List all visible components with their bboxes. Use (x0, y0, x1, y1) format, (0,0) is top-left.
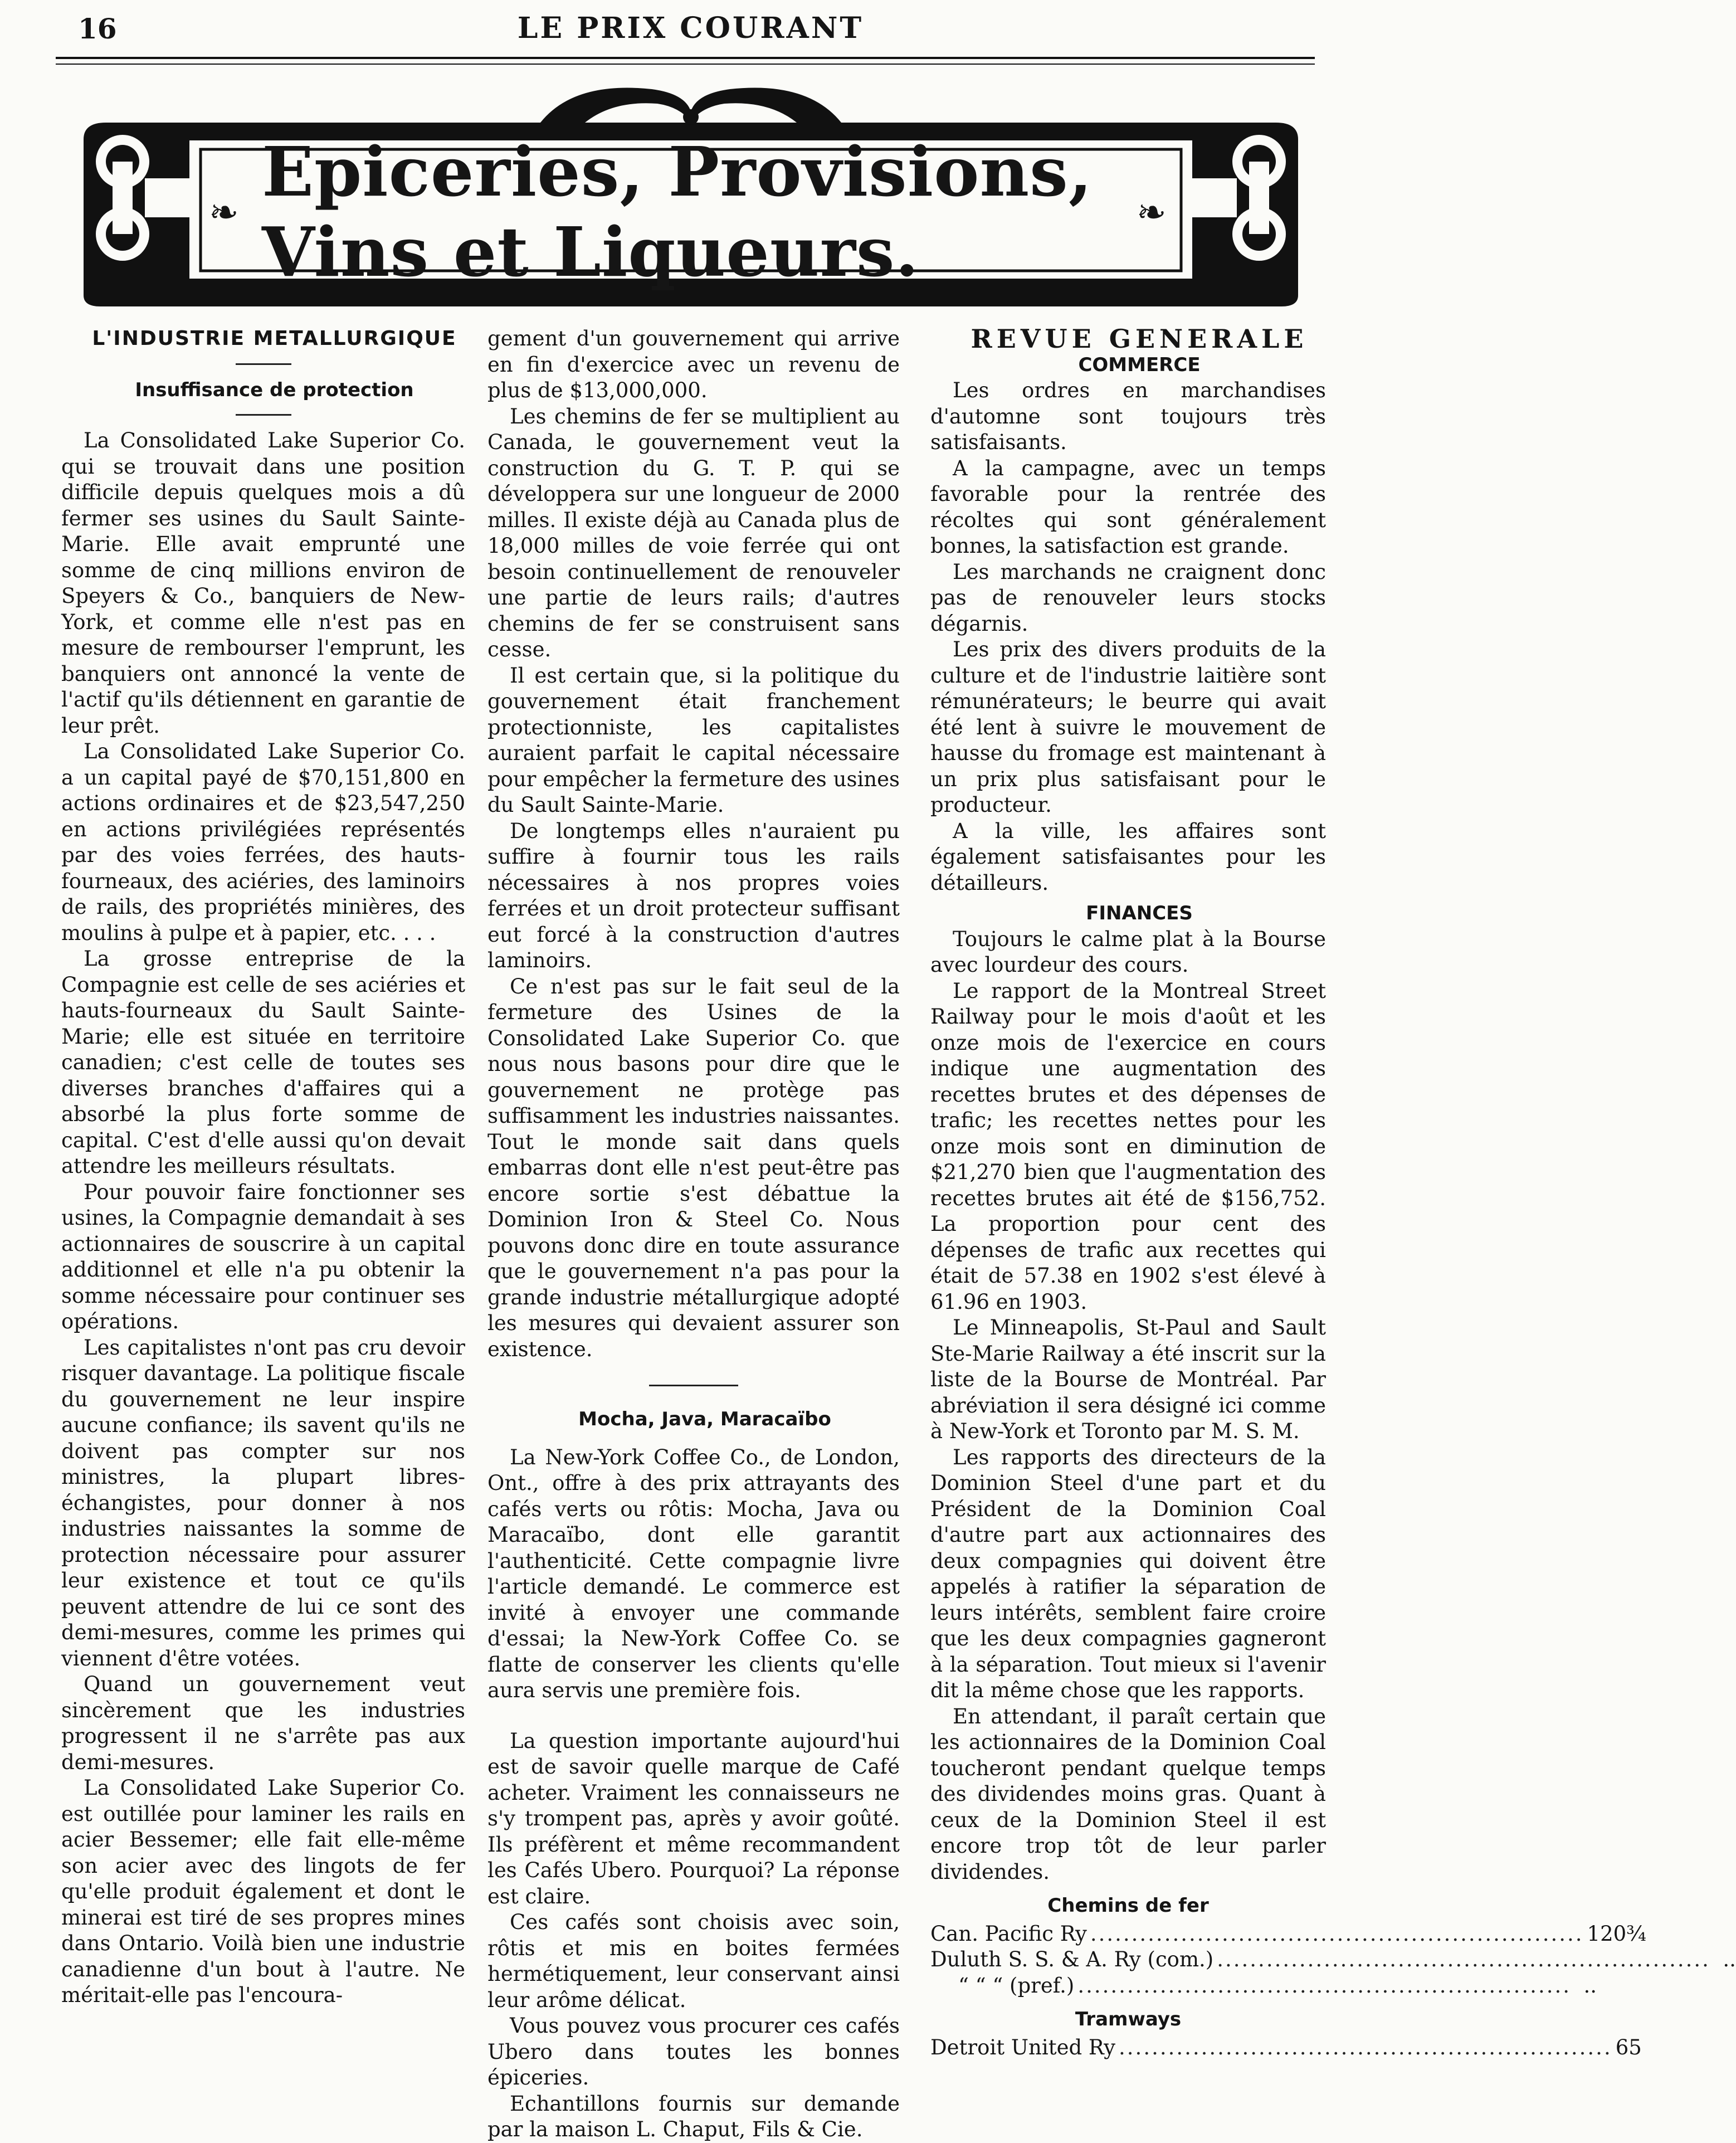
article-paragraph-continued: gement d'un gouvernement qui arrive en fin d'exercice avec un revenu de plus de $13,000,000. (487, 327, 900, 402)
stock-row (930, 2035, 1642, 2061)
stock-row (930, 1921, 1647, 1947)
article-paragraph: Echantillons fournis sur demande par la maison L. Chaput, Fils & Cie. (487, 2091, 900, 2141)
article-paragraph: La Consolidated Lake Superior Co. qui se trouvait dans une position difficile depuis quelques mois a dû fermer ses usines du Sault Sainte-Marie. Elle avait emprunté une somme de cinq millions environ de Speyers & Co., banquiers de New-York, et comme elle n'est pas en mesure de rembourser l'emprunt, les banquiers ont annoncé la vente de l'actif qu'ils détiennent en garantie de leur prêt. (61, 428, 465, 738)
finances-paragraph: Le Minneapolis, St-Paul and Sault Ste-Marie Railway a été inscrit sur la liste de la Bourse de Montréal. Par abréviation il sera désigné ici comme à New-York et Toronto par M. S. M. (930, 1316, 1326, 1443)
dot-leader: ............................................................ (1090, 1921, 1584, 1946)
article-paragraph: Quand un gouvernement veut sincèrement que les industries progressent il ne s'arrête pas aux demi-mesures. (61, 1672, 465, 1774)
commerce-paragraph: Les marchands ne craignent donc pas de renouveler leurs stocks dégarnis. (930, 559, 1326, 636)
dot-leader: ............................................................ (1217, 1947, 1710, 1971)
commerce-paragraph: Les ordres en marchandises d'automne sont toujours très satisfaisants. (930, 378, 1326, 454)
dot-leader: ............................................................ (1077, 1973, 1571, 1998)
commerce-paragraph: Les prix des divers produits de la culture et de l'industrie laitière sont rémunérateurs; le beurre qui avait été lent à suivre le mouvement de hausse du fromage est maintenant à un prix plus satisfaisant pour le producteur. (930, 637, 1326, 817)
stock-row (930, 1973, 1597, 1999)
article-subtitle-protection: Insuffisance de protection (135, 378, 414, 401)
finances-paragraph: En attendant, il paraît certain que les actionnaires de la Dominion Coal toucheront pendant quelque temps des dividendes moins gras. Quant à ceux de la Dominion Steel il est encore trop tôt de leur parler dividendes. (930, 1704, 1326, 1884)
stock-price: 120¾ (1587, 1921, 1647, 1946)
journal-title: LE PRIX COURANT (517, 11, 864, 45)
article-paragraph: Pour pouvoir faire fonctionner ses usines, la Compagnie demandait à ses actionnaires de souscrire à un capital additionnel et elle n'a pu obtenir la somme nécessaire pour continuer ses opérations. (61, 1180, 465, 1333)
article-separator (649, 1385, 738, 1386)
article-paragraph: Ce n'est pas sur le fait seul de la fermeture des Usines de la Consolidated Lake Superior Co. que nous nous basons pour dire que le gouvernement ne protège pas suffisamment les industries naissantes. Tout le monde sait dans quels embarras dont elle n'est peut-être pas encore sortie s'est débattue la Dominion Iron & Steel Co. Nous pouvons donc dire en toute assurance que le gouvernement n'a pas pour la grande industrie métallurgique adopté les mesures qui devaient assurer son existence. (487, 974, 900, 1361)
stock-price: 65 (1615, 2035, 1642, 2059)
revue-generale-title: REVUE GENERALE (971, 324, 1308, 354)
article-paragraph: La Consolidated Lake Superior Co. a un capital payé de $70,151,800 en actions ordinaires et de $23,547,250 en actions privilégiées représentés par des voies ferrées, des hauts-fourneaux, des aciéries, des laminoirs de rails, des propriétés minières, des moulins à pulpe et à papier, etc. . . . (61, 739, 465, 945)
finances-paragraph: Les rapports des directeurs de la Dominion Steel d'une part et du Président de la Dominion Coal d'autre part aux actionnaires des deux compagnies qui doivent être appelés à ratifier la séparation de leurs intérêts, semblent faire croire que les deux compagnies gagneront à la séparation. Tout mieux si l'avenir dit la même chose que les rapports. (930, 1445, 1326, 1702)
article-paragraph: Les capitalistes n'ont pas cru devoir risquer davantage. La politique fiscale du gouvernement ne leur inspire aucune confiance; ils savent qu'ils ne doivent pas compter sur nos ministres, la plupart libres-échangistes, pour donner à nos industries naissantes la somme de protection nécessaire pour assurer leur existence et tout ce qu'ils peuvent attendre de lui ce sont des demi-mesures, comme les primes qui viennent d'être votées. (61, 1335, 465, 1670)
article-paragraph: Ces cafés sont choisis avec soin, rôtis et mis en boites fermées hermétiquement, leur conservant ainsi leur arôme délicat. (487, 1910, 900, 2012)
article-paragraph: De longtemps elles n'auraient pu suffire à fournir tous les rails nécessaires à nos propres voies ferrées et un droit protecteur suffisant eut forcé à la construction d'autres laminoirs. (487, 819, 900, 972)
finances-heading: FINANCES (1086, 902, 1193, 924)
stock-name: Duluth S. S. & A. Ry (com.) (930, 1947, 1214, 1971)
article-paragraph: La question importante aujourd'hui est de savoir quelle marque de Café acheter. Vraiment les connaisseurs ne s'y trompent pas, après y avoir goûté. Ils préfèrent et même recommandent les Cafés Ubero. Pourquoi? La réponse est claire. (487, 1728, 900, 1908)
finances-paragraph: Toujours le calme plat à la Bourse avec lourdeur des cours. (930, 927, 1326, 977)
stock-row (930, 1947, 1736, 1973)
banner-ornament-left: ❧ (209, 192, 239, 233)
article-title-industrie: L'INDUSTRIE METALLURGIQUE (92, 327, 457, 350)
tramways-heading: Tramways (1075, 2008, 1182, 2030)
column-middle (487, 326, 900, 2143)
chemins-de-fer-heading: Chemins de fer (1047, 1894, 1209, 1917)
subtitle-dash (236, 414, 291, 416)
commerce-paragraph: A la ville, les affaires sont également satisfaisantes pour les détailleurs. (930, 819, 1326, 895)
title-dash (236, 363, 291, 365)
finances-paragraph: Le rapport de la Montreal Street Railway pour le mois d'août et les onze mois de l'exercice en cours indique une augmentation des recettes brutes et des dépenses de trafic; les recettes nettes pour les onze mois sont en diminution de $21,270 bien que l'augmentation des recettes brutes ait été de $156,752. La proportion pour cent des dépenses de trafic aux recettes qui était de 57.38 en 1902 s'est élevé à 61.96 en 1903. (930, 978, 1326, 1314)
article-paragraph: Les chemins de fer se multiplient au Canada, le gouvernement veut la construction du G. T. P. qui se développera sur une longueur de 2000 milles. Il existe déjà au Canada plus de 18,000 milles de voie ferrée qui ont besoin continuellement de renouveler une partie de leurs rails; d'autres chemins de fer se construisent sans cesse. (487, 404, 900, 661)
stock-name: “ “ “ (pref.) (958, 1973, 1075, 1998)
banner-ornament-right: ❧ (1137, 192, 1167, 233)
article-paragraph: La Consolidated Lake Superior Co. est outillée pour laminer les rails en acier Bessemer; elle fait elle-même son acier avec des lingots de fer qu'elle produit également et dont le minerai est tiré de ses propres mines dans Ontario. Voilà bien une industrie canadienne d'un bout à l'autre. Ne méritait-elle pas l'encoura- (61, 1776, 465, 2007)
banner-title: Epiceries, Provisions, Vins et Liqueurs. (262, 131, 1093, 292)
header-rule-thin (56, 64, 1315, 65)
commerce-heading: COMMERCE (1078, 353, 1201, 376)
stock-name: Can. Pacific Ry (930, 1921, 1087, 1946)
commerce-paragraph: A la campagne, avec un temps favorable pour la rentrée des récoltes qui sont généralement bonnes, la satisfaction est grande. (930, 456, 1326, 558)
column-right (930, 324, 1736, 2061)
header-rule (56, 57, 1315, 59)
stock-price: .. (1583, 1973, 1597, 1998)
section-banner (61, 78, 1320, 312)
article-paragraph: La grosse entreprise de la Compagnie est celle de ses aciéries et hauts-fourneaux du Sault Sainte-Marie; elle est située en territoire canadien; c'est celle de toutes ses diverses branches d'affaires qui a absorbé la plus forte somme de capital. C'est d'elle aussi qu'on devait attendre les meilleurs résultats. (61, 947, 465, 1178)
article-paragraph: Vous pouvez vous procurer ces cafés Ubero dans toutes les bonnes épiceries. (487, 2014, 900, 2090)
page-number: 16 (78, 12, 117, 45)
dot-leader: ............................................................ (1119, 2035, 1612, 2059)
article-paragraph: La New-York Coffee Co., de London, Ont., offre à des prix attrayants des cafés verts ou rôtis: Mocha, Java ou Maracaïbo, dont elle garantit l'authenticité. Cette compagnie livre l'article demandé. Le commerce est invité à envoyer une commande d'essai; la New-York Coffee Co. se flatte de conserver les clients qu'elle aura servis une première fois. (487, 1445, 900, 1702)
stock-name: Detroit United Ry (930, 2035, 1116, 2059)
stock-price: .. (1723, 1947, 1736, 1971)
article-paragraph: Il est certain que, si la politique du gouvernement était franchement protectionniste, les capitalistes auraient parfait le capital nécessaire pour empêcher la fermeture des usines du Sault Sainte-Marie. (487, 663, 900, 817)
article-title-mocha: Mocha, Java, Maracaïbo (578, 1408, 831, 1430)
column-left (61, 326, 465, 2009)
spacer (487, 1433, 900, 1445)
